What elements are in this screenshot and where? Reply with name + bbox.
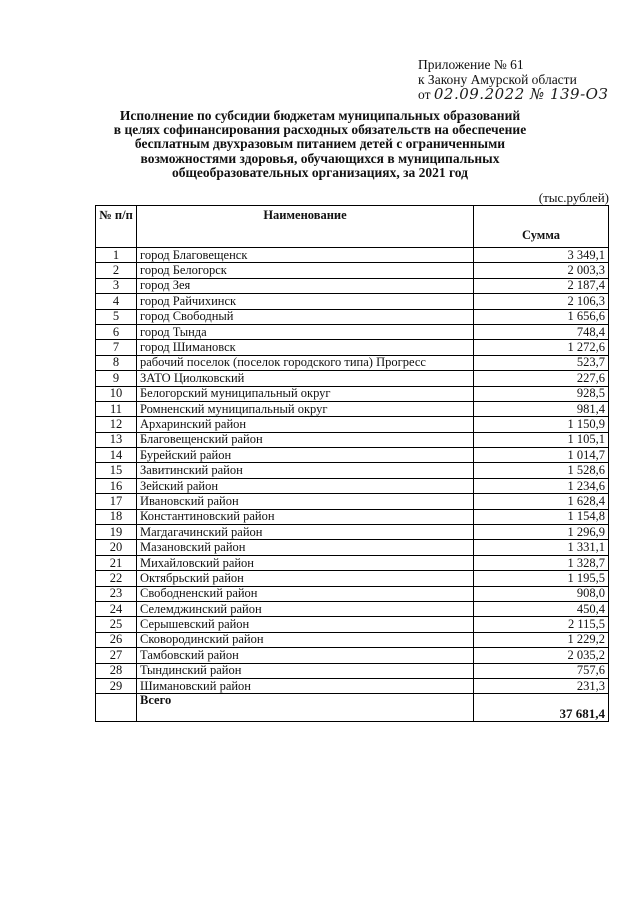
row-number: 7: [96, 340, 137, 355]
table-row: [96, 571, 609, 586]
row-name: Серышевский район: [137, 617, 474, 632]
table-row: [96, 401, 609, 416]
row-name: город Зея: [137, 278, 474, 293]
table-row: [96, 525, 609, 540]
row-sum: 928,5: [474, 386, 609, 401]
row-name: Ромненский муниципальный округ: [137, 401, 474, 416]
row-number: 13: [96, 432, 137, 447]
row-number: 6: [96, 324, 137, 339]
header-name: Наименование: [137, 206, 474, 248]
row-number: 26: [96, 632, 137, 647]
table-row: [96, 494, 609, 509]
row-sum: 908,0: [474, 586, 609, 601]
total-sum: 37 681,4: [474, 694, 609, 722]
row-sum: 1 195,5: [474, 571, 609, 586]
annex-date-prefix: от: [418, 87, 431, 102]
table-header-row: [96, 206, 609, 248]
row-number: 21: [96, 555, 137, 570]
subsidy-table: [95, 205, 609, 722]
row-name: Шимановский район: [137, 678, 474, 693]
row-sum: 1 656,6: [474, 309, 609, 324]
row-name: город Благовещенск: [137, 248, 474, 263]
table-row: [96, 371, 609, 386]
row-sum: 1 528,6: [474, 463, 609, 478]
row-name: Тындинский район: [137, 663, 474, 678]
row-name: Октябрьский район: [137, 571, 474, 586]
row-sum: 1 150,9: [474, 417, 609, 432]
row-sum: 981,4: [474, 401, 609, 416]
row-name: Мазановский район: [137, 540, 474, 555]
row-number: 5: [96, 309, 137, 324]
row-name: город Белогорск: [137, 263, 474, 278]
row-number: 4: [96, 294, 137, 309]
table-row: [96, 278, 609, 293]
title-line: возможностями здоровья, обучающихся в муниципальных: [140, 150, 500, 166]
title-line: Исполнение по субсидии бюджетам муниципальных образований: [119, 108, 521, 123]
table-row: [96, 324, 609, 339]
table-row: [96, 663, 609, 678]
table-row: [96, 617, 609, 632]
row-sum: 1 272,6: [474, 340, 609, 355]
row-number: 29: [96, 678, 137, 693]
table-row: [96, 340, 609, 355]
table-row: [96, 263, 609, 278]
table-row: [96, 678, 609, 693]
row-number: 27: [96, 648, 137, 663]
table-row: [96, 463, 609, 478]
total-label: Всего: [137, 694, 474, 722]
row-sum: 2 035,2: [474, 648, 609, 663]
row-name: ЗАТО Циолковский: [137, 371, 474, 386]
row-name: Константиновский район: [137, 509, 474, 524]
table-body: [96, 248, 609, 722]
row-number: 22: [96, 571, 137, 586]
row-sum: 450,4: [474, 601, 609, 616]
row-number: 28: [96, 663, 137, 678]
row-name: Благовещенский район: [137, 432, 474, 447]
row-number: 8: [96, 355, 137, 370]
row-name: Завитинский район: [137, 463, 474, 478]
table-row: [96, 432, 609, 447]
row-number: 10: [96, 386, 137, 401]
row-number: 18: [96, 509, 137, 524]
table-row: [96, 509, 609, 524]
row-sum: 757,6: [474, 663, 609, 678]
table-row: [96, 309, 609, 324]
row-name: город Шимановск: [137, 340, 474, 355]
row-name: Белогорский муниципальный округ: [137, 386, 474, 401]
row-sum: 1 328,7: [474, 555, 609, 570]
handwritten-date-number: 02.09.2022 № 139-ОЗ: [433, 85, 609, 103]
title-line: в целях софинансирования расходных обязательств на обеспечение: [113, 122, 527, 138]
title-line: общеобразовательных организациях, за 2021 год: [171, 164, 469, 180]
document-title: [90, 109, 550, 180]
row-number: 12: [96, 417, 137, 432]
row-name: Свободненский район: [137, 586, 474, 601]
row-sum: 1 105,1: [474, 432, 609, 447]
row-name: Бурейский район: [137, 448, 474, 463]
table-row: [96, 632, 609, 647]
row-number: 20: [96, 540, 137, 555]
row-sum: 2 106,3: [474, 294, 609, 309]
row-number: 15: [96, 463, 137, 478]
table-row: [96, 386, 609, 401]
row-sum: 1 331,1: [474, 540, 609, 555]
table-row: [96, 294, 609, 309]
row-number: 2: [96, 263, 137, 278]
row-sum: 1 296,9: [474, 525, 609, 540]
row-name: Сковородинский район: [137, 632, 474, 647]
row-sum: 2 187,4: [474, 278, 609, 293]
table-row: [96, 448, 609, 463]
row-name: Селемджинский район: [137, 601, 474, 616]
row-sum: 748,4: [474, 324, 609, 339]
row-sum: 1 628,4: [474, 494, 609, 509]
row-number: 23: [96, 586, 137, 601]
row-name: Зейский район: [137, 478, 474, 493]
annex-header: [418, 57, 608, 102]
row-sum: 1 234,6: [474, 478, 609, 493]
row-name: Архаринский район: [137, 417, 474, 432]
row-number: 19: [96, 525, 137, 540]
row-sum: 523,7: [474, 355, 609, 370]
table-row: [96, 648, 609, 663]
row-name: город Свободный: [137, 309, 474, 324]
row-sum: 3 349,1: [474, 248, 609, 263]
row-sum: 1 154,8: [474, 509, 609, 524]
row-number: 3: [96, 278, 137, 293]
row-sum: 1 229,2: [474, 632, 609, 647]
row-number: 1: [96, 248, 137, 263]
table-row: [96, 586, 609, 601]
header-sum: Сумма: [474, 206, 609, 248]
annex-number: Приложение № 61: [418, 57, 524, 72]
row-name: Ивановский район: [137, 494, 474, 509]
table-row: [96, 355, 609, 370]
row-sum: 2 003,3: [474, 263, 609, 278]
row-name: город Тында: [137, 324, 474, 339]
table-row: [96, 601, 609, 616]
total-row: [96, 694, 609, 722]
row-sum: 1 014,7: [474, 448, 609, 463]
table-row: [96, 478, 609, 493]
row-number: 11: [96, 401, 137, 416]
units-label: (тыс.рублей): [538, 190, 609, 205]
table-row: [96, 540, 609, 555]
row-name: город Райчихинск: [137, 294, 474, 309]
row-sum: 2 115,5: [474, 617, 609, 632]
row-number: 16: [96, 478, 137, 493]
table-row: [96, 417, 609, 432]
title-line: бесплатным двухразовым питанием детей с ограниченными: [134, 136, 506, 152]
row-number: 25: [96, 617, 137, 632]
header-num: № п/п: [96, 206, 137, 248]
row-number: 14: [96, 448, 137, 463]
row-number: 24: [96, 601, 137, 616]
row-name: Магдагачинский район: [137, 525, 474, 540]
annex-law: к Закону Амурской области: [418, 72, 577, 87]
total-num-cell: [96, 694, 137, 722]
table-row: [96, 555, 609, 570]
annex-date-line: [418, 87, 608, 102]
table-row: [96, 248, 609, 263]
row-name: рабочий поселок (поселок городского типа) Прогресс: [137, 355, 474, 370]
row-number: 17: [96, 494, 137, 509]
row-name: Михайловский район: [137, 555, 474, 570]
row-name: Тамбовский район: [137, 648, 474, 663]
row-sum: 231,3: [474, 678, 609, 693]
row-number: 9: [96, 371, 137, 386]
row-sum: 227,6: [474, 371, 609, 386]
